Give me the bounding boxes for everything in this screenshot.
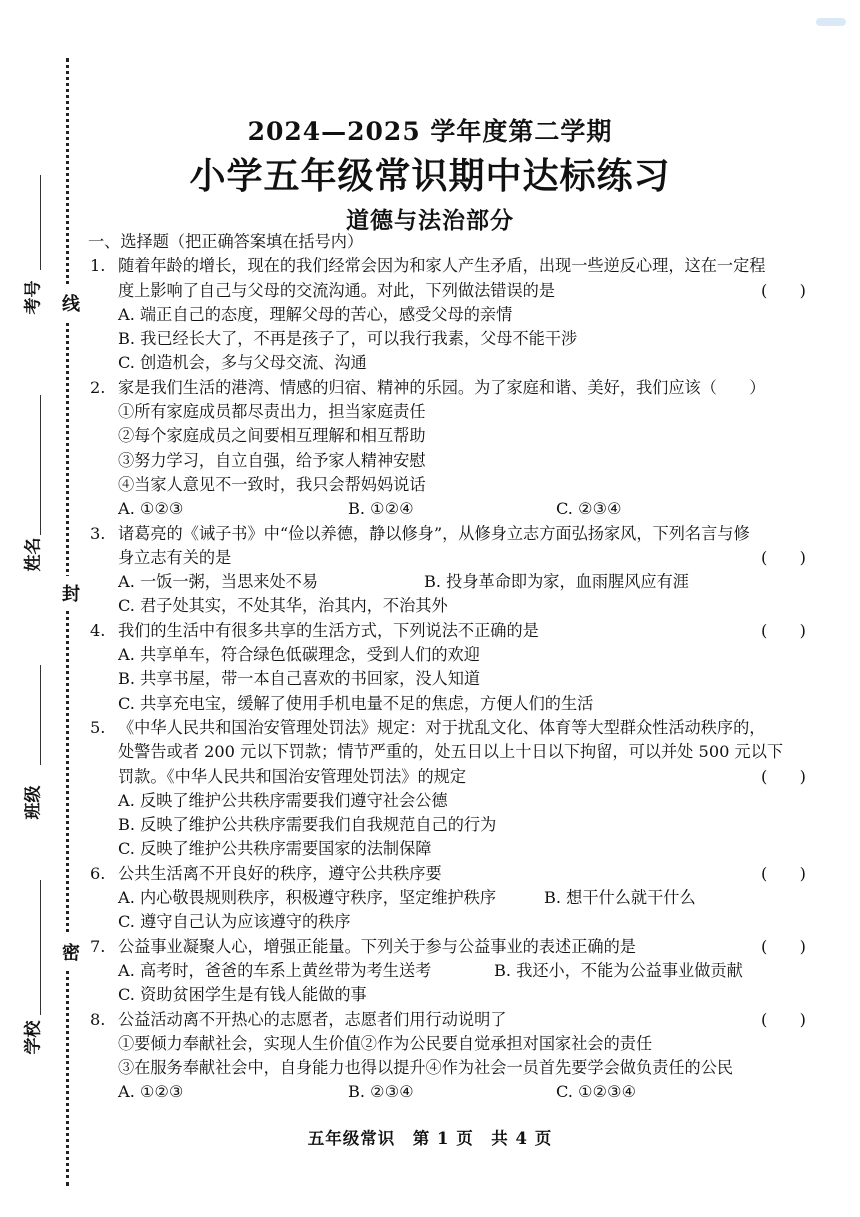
question-6-stem xyxy=(90,862,816,886)
part-title: 道德与法治部分 xyxy=(346,207,514,234)
option-a: A. 一饭一粥，当思来处不易 xyxy=(118,572,319,592)
statement-1-2: ①要倾力奉献社会，实现人生价值②作为公民要自觉承担对国家社会的责任 xyxy=(118,1033,653,1053)
statement-4: ④当家人意见不一致时，我只会帮妈妈说话 xyxy=(118,474,426,494)
answer-blank[interactable]: ( ) xyxy=(760,547,806,567)
answer-blank[interactable]: ( ) xyxy=(760,936,806,956)
option-b: B. 共享书屋，带一本自己喜欢的书回家，没人知道 xyxy=(118,669,481,689)
option-b: B. 投身革命即为家，血雨腥风应有涯 xyxy=(424,572,689,592)
section-heading: 一、选择题（把正确答案填在括号内） xyxy=(88,232,364,251)
stem-text: 公共生活离不开良好的秩序，遵守公共秩序要 xyxy=(118,863,442,883)
question-1-stem xyxy=(90,254,816,278)
school-line xyxy=(40,880,41,1015)
option-c: C. ①②③④ xyxy=(556,1082,637,1102)
question-number: 7. xyxy=(90,936,106,956)
question-3-stem-cont xyxy=(90,546,816,570)
seal-char-xian: 线 xyxy=(62,286,78,320)
options-row xyxy=(90,570,816,594)
school-year-heading: 2024—2025 学年度第二学期 xyxy=(247,117,613,146)
question-number: 2. xyxy=(90,377,106,397)
stem-text: 家是我们生活的港湾、情感的归宿、精神的乐园。为了家庭和谐、美好，我们应该（ ） xyxy=(118,377,766,397)
option-a: A. 高考时，爸爸的车系上黄丝带为考生送考 xyxy=(118,960,432,980)
option-b: B. 想干什么就干什么 xyxy=(544,888,696,908)
name-label: 姓名 xyxy=(23,537,44,572)
question-number: 4. xyxy=(90,620,106,640)
statement-2: ②每个家庭成员之间要相互理解和相互帮助 xyxy=(118,426,426,446)
class-line xyxy=(40,665,41,765)
option-b: B. ②③④ xyxy=(348,1082,414,1102)
option-b: B. 反映了维护公共秩序需要我们自我规范自己的行为 xyxy=(118,815,497,835)
question-section xyxy=(90,230,816,1105)
question-number: 8. xyxy=(90,1009,106,1029)
option-c: C. 遵守自己认为应该遵守的秩序 xyxy=(118,912,351,932)
question-number: 3. xyxy=(90,523,106,543)
stem-text: 公益事业凝聚人心，增强正能量。下列关于参与公益事业的表述正确的是 xyxy=(118,936,636,956)
option-a: A. 内心敬畏规则秩序，积极遵守秩序，坚定维护秩序 xyxy=(118,888,497,908)
question-3-stem xyxy=(90,522,816,546)
option-b: B. 我已经长大了，不再是孩子了，可以我行我素，父母不能干涉 xyxy=(118,329,578,349)
question-5-stem xyxy=(90,716,816,740)
page-footer: 五年级常识 第 1 页 共 4 页 xyxy=(307,1129,553,1148)
stem-text: 《中华人民共和国治安管理处罚法》规定：对于扰乱文化、体育等大型群众性活动秩序的， xyxy=(118,717,766,737)
statement-3-4: ③在服务奉献社会中，自身能力也得以提升④作为社会一员首先要学会做负责任的公民 xyxy=(118,1058,734,1078)
stem-text: 随着年龄的增长，现在的我们经常会因为和家人产生矛盾，出现一些逆反心理，这在一定程 xyxy=(118,256,766,276)
answer-blank[interactable]: ( ) xyxy=(760,620,806,640)
statement-3: ③努力学习，自立自强，给予家人精神安慰 xyxy=(118,450,426,470)
question-2-stem xyxy=(90,376,816,400)
stem-text: 度上影响了自己与父母的交流沟通。对此，下列做法错误的是 xyxy=(118,280,556,300)
stem-text: 身立志有关的是 xyxy=(118,547,232,567)
question-number: 6. xyxy=(90,863,106,883)
option-c: C. 共享充电宝，缓解了使用手机电量不足的焦虑，方便人们的生活 xyxy=(118,693,594,713)
option-c: C. 君子处其实，不处其华，治其内，不治其外 xyxy=(118,596,448,616)
answer-blank[interactable]: ( ) xyxy=(760,766,806,786)
answer-blank[interactable]: ( ) xyxy=(760,280,806,300)
answer-blank[interactable]: ( ) xyxy=(760,863,806,883)
options-row xyxy=(90,1080,816,1104)
seal-char-feng: 封 xyxy=(62,576,78,610)
question-5-stem-cont: 处警告或者 200 元以下罚款；情节严重的，处五日以上十日以下拘留，可以并处 500 元以下 xyxy=(118,742,784,762)
class-label: 班级 xyxy=(23,785,44,820)
seal-char-mi: 密 xyxy=(62,935,78,969)
option-b: B. 我还小，不能为公益事业做贡献 xyxy=(494,960,743,980)
stem-text: 诸葛亮的《诫子书》中“俭以养德，静以修身”，从修身立志方面弘扬家风，下列名言与修 xyxy=(118,523,750,543)
option-c: C. ②③④ xyxy=(556,499,622,519)
question-number: 5. xyxy=(90,717,106,737)
options-row xyxy=(90,959,816,983)
exam-number-label: 考号 xyxy=(23,280,44,315)
scan-speck xyxy=(816,18,846,26)
school-label: 学校 xyxy=(23,1020,44,1055)
question-4-stem xyxy=(90,619,816,643)
option-c: C. 反映了维护公共秩序需要国家的法制保障 xyxy=(118,839,432,859)
statement-1: ①所有家庭成员都尽责出力，担当家庭责任 xyxy=(118,402,426,422)
stem-text: 公益活动离不开热心的志愿者，志愿者们用行动说明了 xyxy=(118,1009,507,1029)
answer-blank[interactable]: ( ) xyxy=(760,1009,806,1029)
option-c: C. 资助贫困学生是有钱人能做的事 xyxy=(118,985,367,1005)
name-line xyxy=(40,395,41,535)
option-b: B. ①②④ xyxy=(348,499,414,519)
options-row xyxy=(90,497,816,521)
option-a: A. 共享单车，符合绿色低碳理念，受到人们的欢迎 xyxy=(118,645,480,665)
stem-text: 罚款。《中华人民共和国治安管理处罚法》的规定 xyxy=(118,766,467,786)
question-8-stem xyxy=(90,1008,816,1032)
option-a: A. ①②③ xyxy=(118,499,184,519)
stem-text: 我们的生活中有很多共享的生活方式，下列说法不正确的是 xyxy=(118,620,539,640)
option-a: A. ①②③ xyxy=(118,1082,184,1102)
options-row xyxy=(90,886,816,910)
option-c: C. 创造机会，多与父母交流、沟通 xyxy=(118,353,367,373)
option-a: A. 端正自己的态度，理解父母的苦心，感受父母的亲情 xyxy=(118,304,513,324)
exam-title: 小学五年级常识期中达标练习 xyxy=(189,155,671,197)
question-1-stem-cont xyxy=(90,279,816,303)
question-7-stem xyxy=(90,935,816,959)
question-number: 1. xyxy=(90,256,106,276)
question-5-stem-cont xyxy=(90,765,816,789)
option-a: A. 反映了维护公共秩序需要我们遵守社会公德 xyxy=(118,790,448,810)
